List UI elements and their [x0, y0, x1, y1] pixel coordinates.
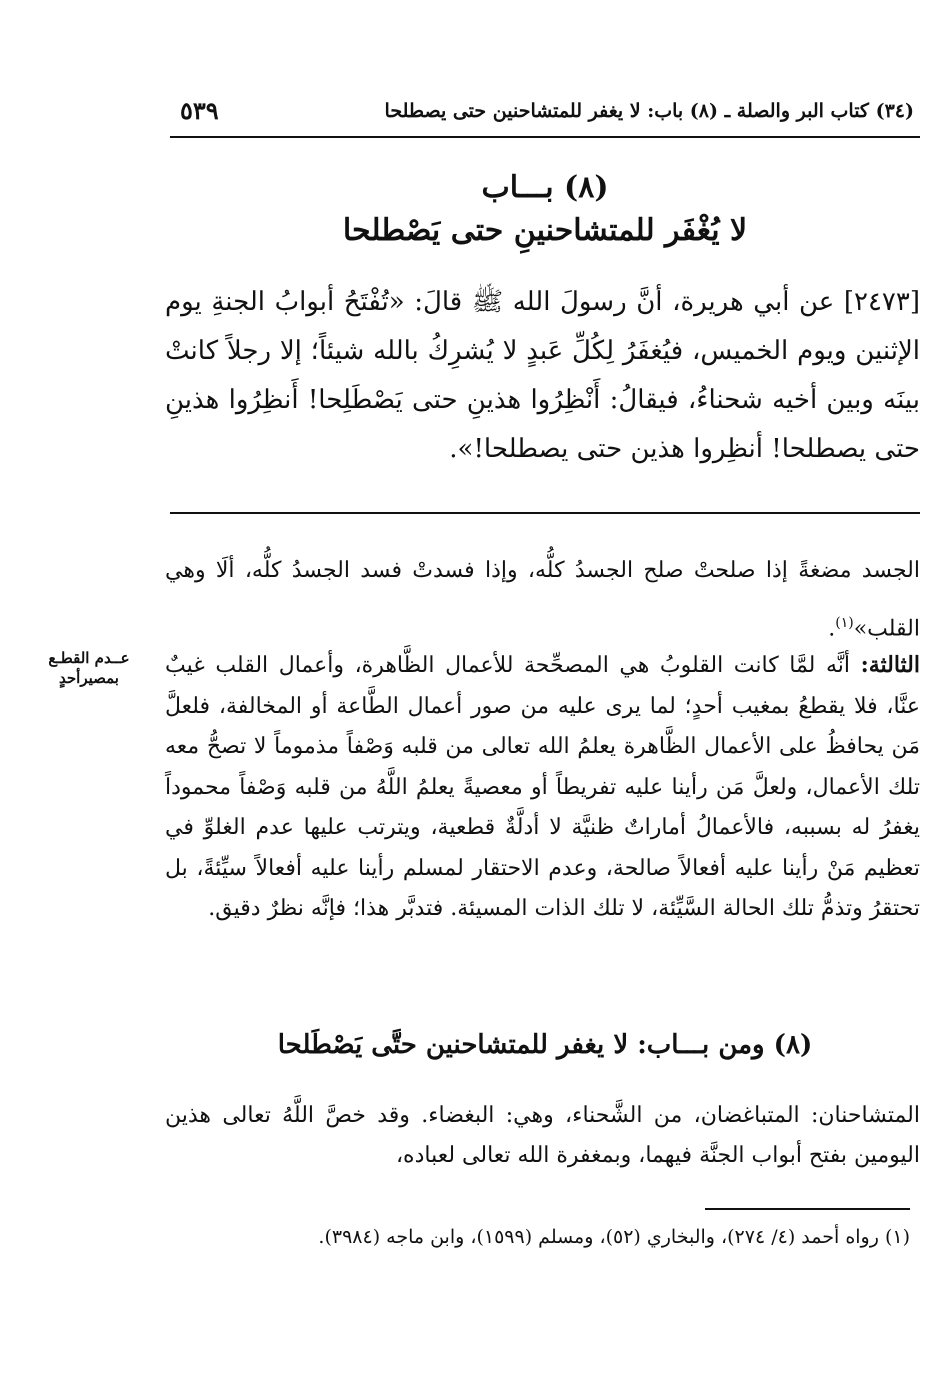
- chapter-number: (٨) بـــاب: [481, 170, 609, 205]
- third-point-paragraph: [165, 645, 920, 930]
- commentary-end: .: [828, 616, 836, 642]
- commentary-text: الجسد مضغةً إذا صلحتْ صلح الجسدُ كلُّه، وإذا فسدتْ فسد الجسدُ كلُّه، ألَا وهي القلب»: [165, 558, 920, 642]
- sub-heading: (٨) ومن بـــاب: لا يغفر للمتشاحنين حتَّى يَصْطَلحا: [277, 1030, 813, 1060]
- footnote-reference[interactable]: (١): [835, 615, 854, 631]
- third-point-text: أنَّه لمَّا كانت القلوبُ هي المصحِّحة للأعمال الظَّاهرة، وأعمال القلب غيبٌ عنَّا، فلا يقطعُ بمغيب أحدٍ؛ لما يرى عليه من صور أعمال الطَّاعة أو المخالفة، فلعلَّ مَن يحافظُ على الأعمال الظَّاهرة يعلمُ الله تعالى من قلبه وَصْفاً مذموماً لا تصحُّ معه تلك الأعمال، ولعلَّ مَن رأينا عليه تفريطاً أو معصيةً يعلمُ اللَّهُ من قلبه وَصْفاً محموداً يغفرُ له بسببه، فالأعمالُ أماراتٌ ظنيَّة لا أدلَّةٌ قطعية، ويترتب عليها عدم الغلوِّ في تعظيم مَنْ رأينا عليه أفعالاً صالحة، وعدم الاحتقار لمسلم رأينا عليه أفعالاً سيِّئةً، بل تحتقرُ وتذمُّ تلك الحالة السَّيِّئة، لا تلك الذات المسيئة. فتدبَّر هذا؛ فإنَّه نظرٌ دقيق.: [165, 653, 920, 921]
- margin-note: عــدم القطـع بمصيرأحدٍ: [48, 649, 130, 687]
- third-point-label: الثالثة:: [860, 652, 920, 678]
- running-title: (٣٤) كتاب البر والصلة ـ (٨) باب: لا يغفر للمتشاحنين حتى يصطلحا: [384, 100, 914, 122]
- chapter-title: لا يُغْفَر للمتشاحنينِ حتى يَصْطلحا: [342, 213, 748, 248]
- section-divider: [170, 512, 920, 514]
- page-number: ٥٣٩: [180, 96, 219, 125]
- explanation-paragraph: المتشاحنان: المتباغضان، من الشَّحناء، وهي: البغضاء. وقد خصَّ اللَّهُ تعالى هذين اليومين بفتح أبواب الجنَّة فيهما، وبمغفرة الله تعالى لعباده،: [165, 1103, 920, 1168]
- footnote: (١) رواه أحمد (٤/ ٢٧٤)، والبخاري (٥٢)، ومسلم (١٥٩٩)، وابن ماجه (٣٩٨٤).: [318, 1226, 910, 1248]
- running-header: [170, 90, 920, 138]
- footnote-divider: [705, 1208, 910, 1210]
- commentary-continuation: [165, 545, 920, 655]
- hadith-text: [٢٤٧٣] عن أبي هريرة، أنَّ رسولَ الله ﷺ قالَ: «تُفْتَحُ أبوابُ الجنةِ يوم الإثنين ويوم الخميس، فيُغفَرُ لِكُلِّ عَبدٍ لا يُشرِكُ بالله شيئاً؛ إلا رجلاً كانتْ بينَه وبين أخيه شحناءُ، فيقالُ: أَنْظِرُوا هذينِ حتى يَصْطَلِحا! أَنظِرُوا هذينِ حتى يصطلحا! أنظِروا هذين حتى يصطلحا!».: [165, 287, 920, 464]
